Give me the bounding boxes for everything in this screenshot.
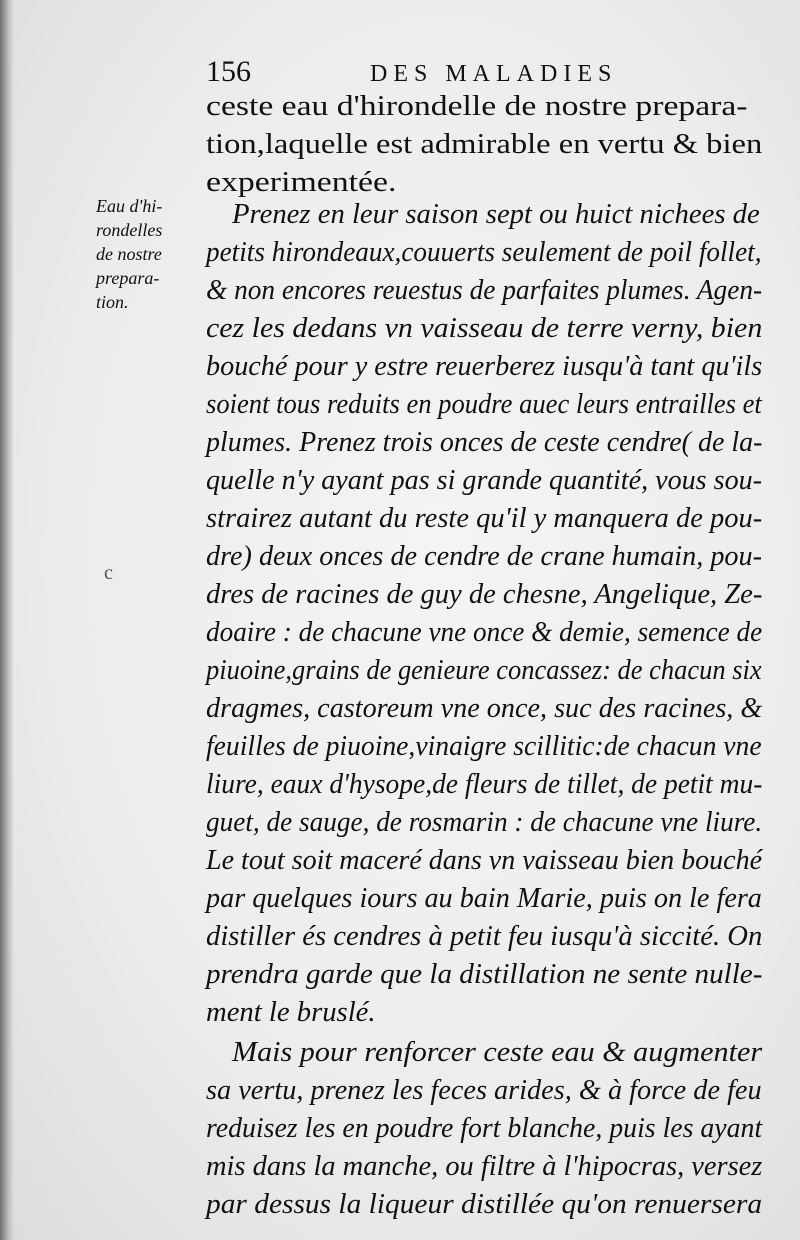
page-header (196, 52, 756, 92)
margin-note (96, 194, 196, 314)
text-line: Le tout soit maceré dans vn vaisseau bien bouché (206, 844, 763, 876)
text-line: experimentée. (206, 166, 397, 198)
text-line: dres de racines de guy de chesne, Angelique, Ze- (206, 578, 763, 610)
text-line: mis dans la manche, ou filtre à l'hipocras, versez (206, 1150, 763, 1182)
text-line: Mais pour renforcer ceste eau & augmenter (232, 1036, 763, 1068)
margin-note-line: Eau d'hi- (96, 196, 163, 216)
text-line: doaire : de chacune vne once & demie, semence de (206, 616, 763, 648)
text-line: plumes. Prenez trois onces de ceste cendre( de la- (206, 426, 763, 458)
margin-note-line: de nostre (96, 244, 162, 264)
text-line: par quelques iours au bain Marie, puis on le fera (206, 882, 762, 914)
text-line: distiller és cendres à petit feu iusqu'à siccité. On (206, 920, 763, 952)
text-line: & non encores reuestus de parfaites plumes. Agen- (206, 274, 763, 306)
text-line: liure, eaux d'hysope,de fleurs de tillet, de petit mu- (206, 768, 763, 800)
text-line: dragmes, castoreum vne once, suc des racines, & (206, 692, 763, 724)
text-line: reduisez les en poudre fort blanche, puis les ayant (206, 1112, 763, 1144)
text-line: piuoine,grains de genieure concassez: de chacun six (206, 654, 762, 686)
text-line: guet, de sauge, de rosmarin : de chacune vne liure. (206, 806, 763, 838)
text-line: bouché pour y estre reuerberez iusqu'à tant qu'ils (206, 350, 763, 382)
margin-note-line: rondelles (96, 220, 163, 240)
text-line: prendra garde que la distillation ne sente nulle- (206, 958, 763, 990)
running-head: DES MALADIES (370, 61, 618, 87)
text-line: tion,laquelle est admirable en vertu & bien (206, 128, 763, 160)
text-line: par dessus la liqueur distillée qu'on renuersera (206, 1188, 763, 1220)
page-gutter-shadow (0, 0, 14, 1240)
stray-margin-mark: c (104, 562, 113, 584)
text-line: strairez autant du reste qu'il y manquera de pou- (206, 502, 763, 534)
text-line: petits hirondeaux,couuerts seulement de poil follet, (206, 236, 762, 268)
text-line: cez les dedans vn vaisseau de terre verny, bien (206, 312, 763, 344)
text-line: soient tous reduits en poudre auec leurs entrailles et (206, 388, 762, 420)
text-line: sa vertu, prenez les feces arides, & à force de feu (206, 1074, 762, 1106)
text-line: quelle n'y ayant pas si grande quantité, vous sou- (206, 464, 763, 496)
text-line: dre) deux onces de cendre de crane humain, pou- (206, 540, 762, 572)
text-line: ceste eau d'hirondelle de nostre prepara- (206, 90, 748, 122)
text-line: Prenez en leur saison sept ou huict nichees de (232, 198, 760, 230)
text-line: ment le bruslé. (206, 996, 376, 1028)
margin-note-line: tion. (96, 292, 129, 312)
text-line: feuilles de piuoine,vinaigre scillitic:de chacun vne (206, 730, 762, 762)
page-number: 156 (206, 55, 251, 88)
margin-note-line: prepara- (96, 268, 160, 288)
